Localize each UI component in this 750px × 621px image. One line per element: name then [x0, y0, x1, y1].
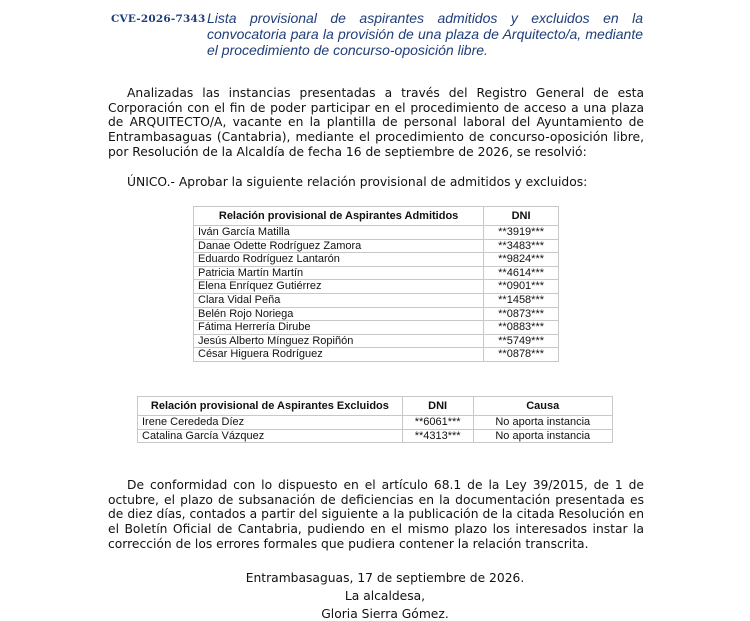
table-row — [194, 280, 559, 294]
table-row — [194, 239, 559, 253]
dni-cell: **3483*** — [484, 239, 559, 253]
signature-place-date: Entrambasaguas, 17 de septiembre de 2026. — [245, 571, 525, 585]
dni-cell: **0878*** — [484, 348, 559, 362]
dni-cell: **3919*** — [484, 226, 559, 240]
table-row — [194, 266, 559, 280]
dni-cell: **0901*** — [484, 280, 559, 294]
table-row — [194, 226, 559, 240]
excluded-table-body — [138, 416, 613, 443]
admitted-name-header: Relación provisional de Aspirantes Admitidos — [194, 207, 484, 226]
excluded-dni-header: DNI — [402, 397, 473, 416]
table-row — [194, 334, 559, 348]
applicant-name-cell: Patricia Martín Martín — [194, 266, 484, 280]
table-row — [138, 416, 613, 430]
admitted-table — [193, 206, 559, 362]
applicant-name-cell: Belén Rojo Noriega — [194, 307, 484, 321]
applicant-name-cell: Irene Cerededa Díez — [138, 416, 403, 430]
signature-name: Gloria Sierra Gómez. — [321, 607, 449, 621]
dni-cell: **0883*** — [484, 321, 559, 335]
dni-cell: **5749*** — [484, 334, 559, 348]
applicant-name-cell: Iván García Matilla — [194, 226, 484, 240]
cause-cell: No aporta instancia — [473, 416, 612, 430]
applicant-name-cell: Clara Vidal Peña — [194, 293, 484, 307]
dni-cell: **4614*** — [484, 266, 559, 280]
applicant-name-cell: Fátima Herrería Dirube — [194, 321, 484, 335]
excluded-cause-header: Causa — [473, 397, 612, 416]
table-row — [194, 253, 559, 267]
dni-cell: **1458*** — [484, 293, 559, 307]
admitted-dni-header: DNI — [484, 207, 559, 226]
resolution-statement: ÚNICO.- Aprobar la siguiente relación provisional de admitidos y excluidos: — [127, 175, 588, 189]
signature-role: La alcaldesa, — [344, 589, 426, 603]
applicant-name-cell: Eduardo Rodríguez Lantarón — [194, 253, 484, 267]
table-row — [194, 293, 559, 307]
dni-cell: **0873*** — [484, 307, 559, 321]
applicant-name-cell: Jesús Alberto Mínguez Ropiñón — [194, 334, 484, 348]
excluded-table — [137, 396, 613, 443]
intro-paragraph: Analizadas las instancias presentadas a través del Registro General de esta Corporación con el fin de poder participar en el procedimiento de acceso a una plaza de ARQUITECTO/A, vacante en la plantilla de personal laboral del Ayuntamiento de Entrambasaguas (Cantabria), mediante el procedimiento de concurso-oposición libre, por Resolución de la Alcaldía de fecha 16 de septiembre de 2026, se resolvió: — [108, 86, 644, 159]
admitted-table-body — [194, 226, 559, 362]
applicant-name-cell: César Higuera Rodríguez — [194, 348, 484, 362]
cause-cell: No aporta instancia — [473, 429, 612, 443]
applicant-name-cell: Danae Odette Rodríguez Zamora — [194, 239, 484, 253]
table-row — [138, 429, 613, 443]
correction-period-paragraph: De conformidad con lo dispuesto en el artículo 68.1 de la Ley 39/2015, de 1 de octubre, el plazo de subsanación de deficiencias en la documentación presentada es de diez días, contados a partir del siguiente a la publicación de la citada Resolución en el Boletín Oficial de Cantabria, pudiendo en el mismo plazo los interesados instar la corrección de los errores formales que pudiera contener la relación transcrita. — [108, 478, 644, 551]
applicant-name-cell: Catalina García Vázquez — [138, 429, 403, 443]
cve-code: CVE-2026-7343 — [111, 13, 206, 25]
dni-cell: **4313*** — [402, 429, 473, 443]
excluded-name-header: Relación provisional de Aspirantes Excluidos — [138, 397, 403, 416]
table-row — [194, 348, 559, 362]
dni-cell: **9824*** — [484, 253, 559, 267]
table-row — [194, 321, 559, 335]
dni-cell: **6061*** — [402, 416, 473, 430]
document-title: Lista provisional de aspirantes admitidos y excluidos en la convocatoria para la provisión de una plaza de Arquitecto/a, mediante el procedimiento de concurso-oposición libre. — [207, 10, 643, 58]
applicant-name-cell: Elena Enríquez Gutiérrez — [194, 280, 484, 294]
admitted-table-header — [194, 207, 559, 226]
excluded-table-header — [138, 397, 613, 416]
table-row — [194, 307, 559, 321]
